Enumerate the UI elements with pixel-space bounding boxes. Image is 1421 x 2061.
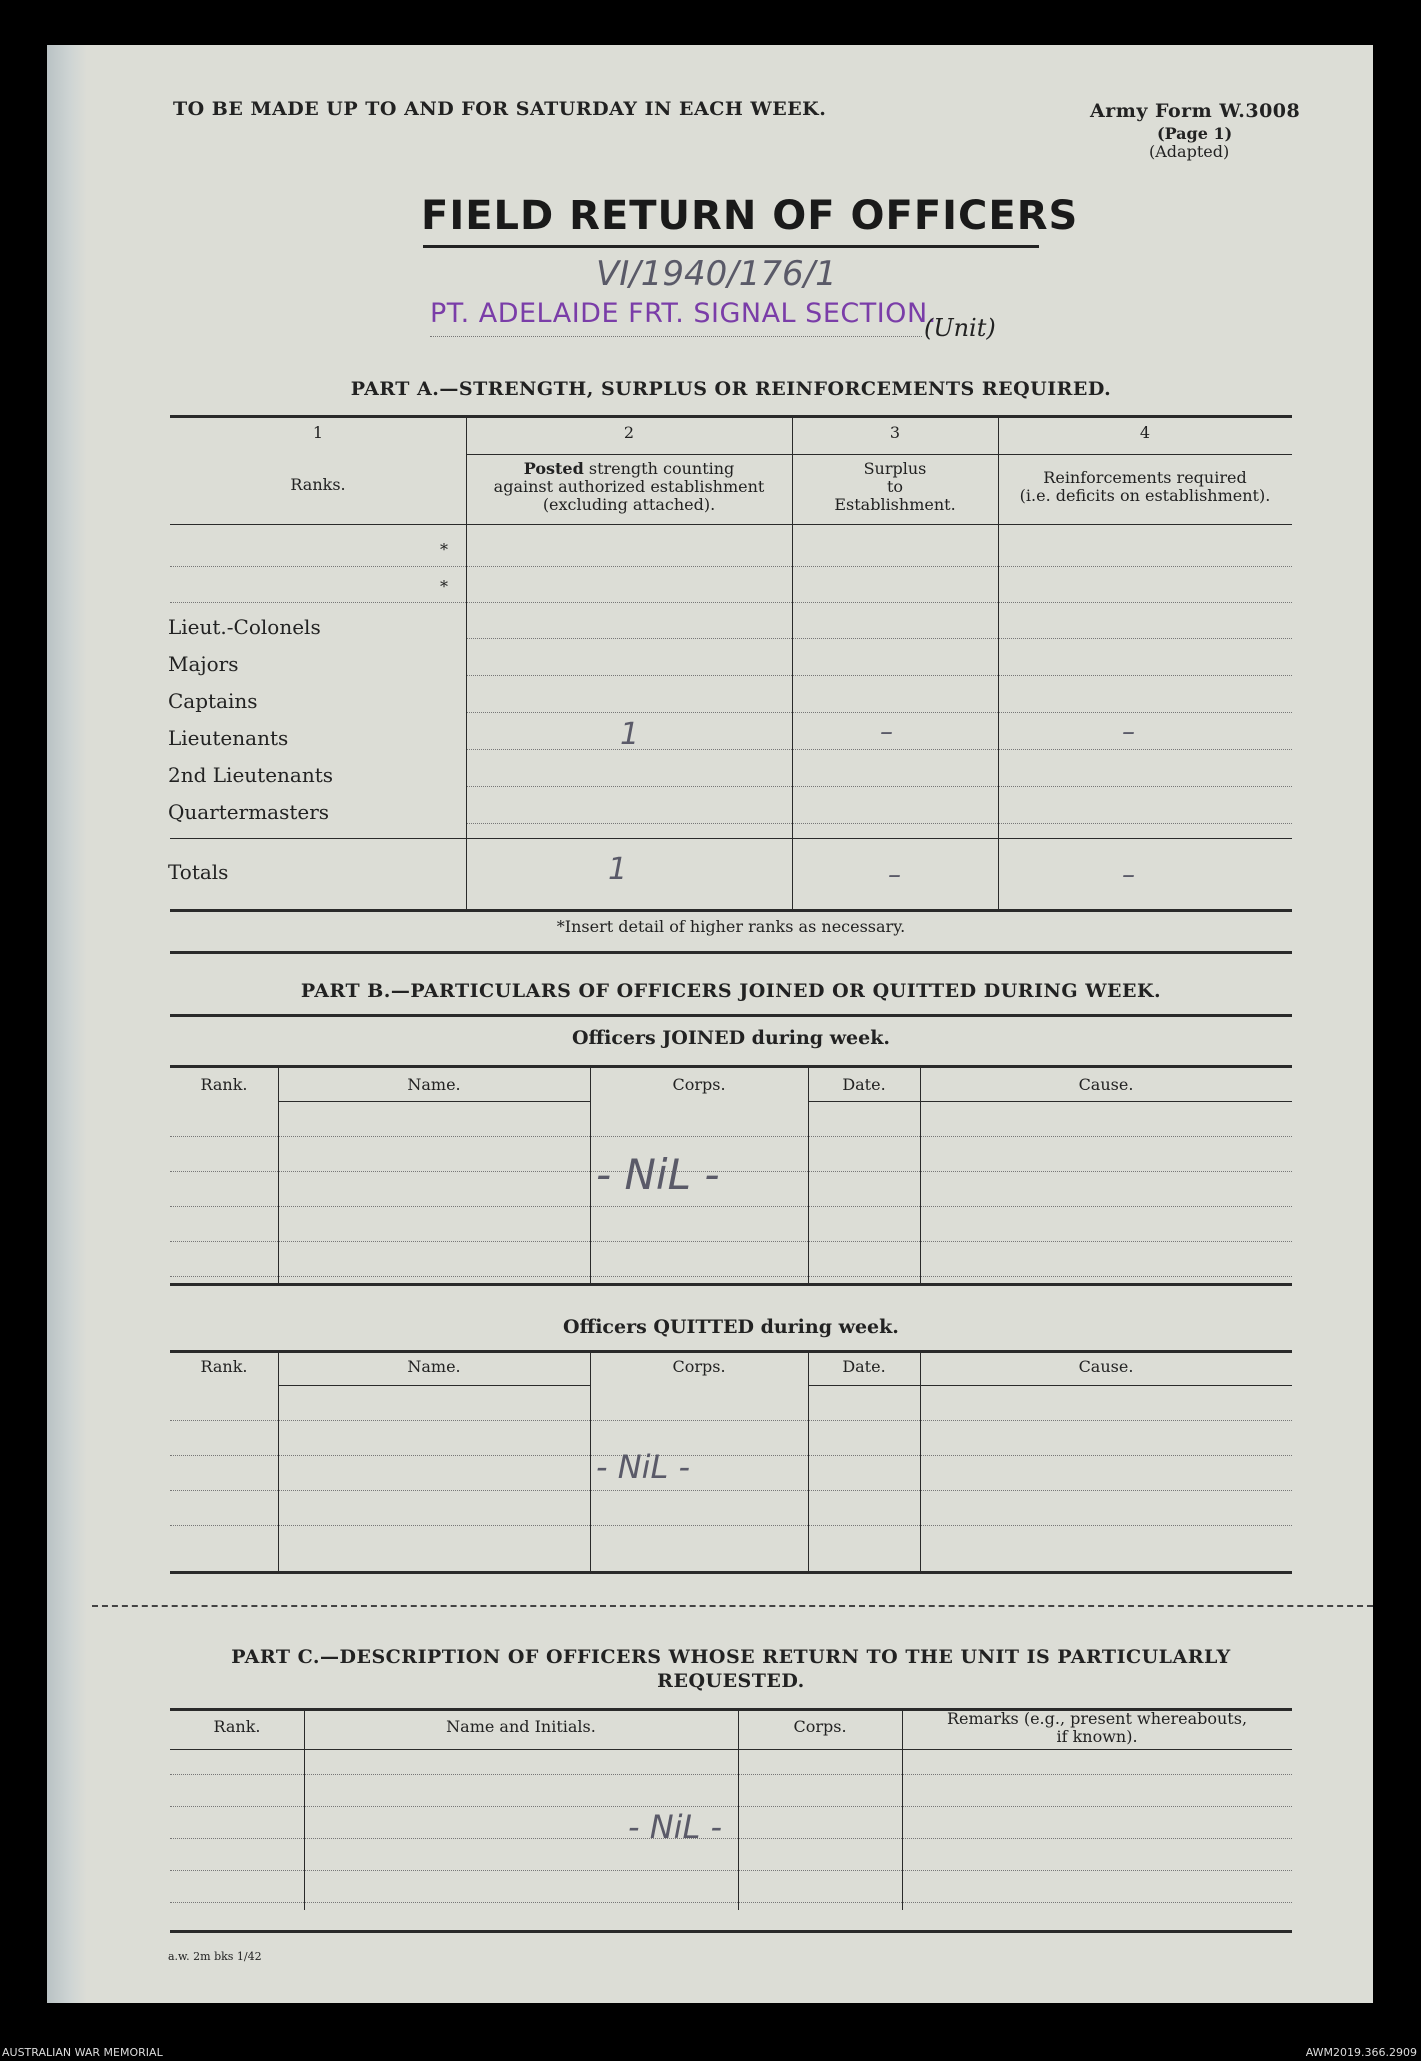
row-line — [170, 1490, 1292, 1491]
form-page: (Page 1) — [1157, 124, 1233, 143]
posted-line-2: against authorized establishment — [493, 477, 765, 496]
rank-2nd-lieutenants: 2nd Lieutenants — [168, 763, 334, 787]
joined-date-rule — [808, 1101, 1292, 1102]
asterisk-1: * — [440, 540, 448, 559]
totals-posted: 1 — [608, 852, 628, 887]
totals-reinforcements: – — [1122, 860, 1135, 890]
unit-label: (Unit) — [924, 314, 996, 342]
col-number-4: 4 — [1139, 423, 1151, 442]
col-header-posted — [466, 460, 792, 514]
part-a-col-divider-3 — [998, 417, 999, 909]
joined-bottom-rule — [170, 1283, 1292, 1286]
part-c-col-corps: Corps. — [793, 1717, 847, 1736]
row-line — [170, 1525, 1292, 1526]
joined-col-date: Date. — [842, 1075, 886, 1094]
part-c-col-remarks — [902, 1710, 1292, 1746]
joined-col-divider — [278, 1068, 279, 1284]
quitted-col-date: Date. — [842, 1357, 886, 1376]
joined-top-rule — [170, 1065, 1292, 1068]
quitted-col-rank: Rank. — [200, 1357, 248, 1376]
part-a-footnote-rule — [170, 951, 1292, 954]
instruction-text: TO BE MADE UP TO AND FOR SATURDAY IN EACH WEEK. — [173, 98, 827, 120]
asterisk-row-line — [170, 602, 466, 603]
print-code: a.w. 2m bks 1/42 — [168, 1950, 262, 1963]
quitted-col-corps: Corps. — [672, 1357, 726, 1376]
part-a-number-rule — [466, 454, 1292, 455]
row-line — [466, 786, 1292, 787]
remarks-line-1: Remarks (e.g., present whereabouts, — [946, 1709, 1248, 1728]
part-a-col-divider-1 — [466, 417, 467, 909]
quitted-top-rule — [170, 1350, 1292, 1353]
part-a-col-divider-2 — [792, 417, 793, 909]
row-line — [170, 1902, 1292, 1903]
unit-dotted-line — [430, 336, 922, 337]
handwritten-reference: VI/1940/176/1 — [596, 254, 837, 294]
part-a-header-rule — [170, 524, 1292, 525]
quitted-col-divider — [808, 1353, 809, 1571]
paper-edge-strip — [47, 45, 87, 2003]
rank-majors: Majors — [168, 652, 239, 676]
reinf-line-2: (i.e. deficits on establishment). — [1019, 486, 1271, 505]
row-line — [170, 1241, 1292, 1242]
archive-caption-left: AUSTRALIAN WAR MEMORIAL — [2, 2046, 163, 2059]
row-line — [466, 638, 1292, 639]
row-line — [170, 1455, 1292, 1456]
quitted-heading: Officers QUITTED during week. — [563, 1316, 899, 1338]
surplus-line-3: Establishment. — [834, 495, 956, 514]
joined-col-corps: Corps. — [672, 1075, 726, 1094]
row-line — [170, 1420, 1292, 1421]
quitted-date-rule — [808, 1385, 1292, 1386]
part-c-col-divider — [902, 1711, 903, 1910]
row-line — [170, 1774, 1292, 1775]
form-number: Army Form W.3008 — [1090, 100, 1301, 122]
part-a-heading: PART A.—STRENGTH, SURPLUS OR REINFORCEMENTS REQUIRED. — [350, 378, 1112, 400]
reinf-line-1: Reinforcements required — [1043, 468, 1247, 487]
row-line — [466, 566, 1292, 567]
part-c-col-divider — [738, 1711, 739, 1910]
page-title: FIELD RETURN OF OFFICERS — [421, 193, 1079, 239]
part-c-nil-entry: - NiL - — [628, 1808, 723, 1846]
row-line — [170, 1806, 1292, 1807]
joined-heading: Officers JOINED during week. — [571, 1027, 891, 1049]
lieutenants-surplus: – — [880, 717, 893, 747]
quitted-col-divider — [590, 1353, 591, 1571]
row-line — [466, 675, 1292, 676]
asterisk-row-line — [170, 566, 466, 567]
joined-name-rule — [278, 1101, 590, 1102]
joined-col-rank: Rank. — [200, 1075, 248, 1094]
surplus-line-2: to — [886, 477, 904, 496]
part-c-col-rank: Rank. — [213, 1717, 261, 1736]
lieutenants-posted: 1 — [620, 717, 640, 752]
part-b-heading: PART B.—PARTICULARS OF OFFICERS JOINED OR QUITTED DURING WEEK. — [300, 980, 1162, 1002]
row-line — [466, 602, 1292, 603]
col-number-3: 3 — [889, 423, 901, 442]
quitted-col-divider — [920, 1353, 921, 1571]
rank-captains: Captains — [168, 689, 258, 713]
row-line — [170, 1206, 1292, 1207]
quitted-bottom-rule — [170, 1571, 1292, 1574]
posted-line-1: strength counting — [588, 459, 735, 478]
joined-col-divider — [920, 1068, 921, 1284]
row-line — [170, 1276, 1292, 1277]
totals-label: Totals — [168, 860, 229, 884]
lieutenants-reinforcements: – — [1122, 717, 1135, 747]
col-header-reinforcements — [998, 469, 1292, 505]
surplus-line-1: Surplus — [863, 459, 927, 478]
part-a-top-rule — [170, 415, 1292, 418]
part-c-col-name: Name and Initials. — [446, 1717, 596, 1736]
quitted-col-name: Name. — [407, 1357, 461, 1376]
tear-off-line — [92, 1605, 1373, 1607]
quitted-col-cause: Cause. — [1078, 1357, 1134, 1376]
archive-caption-right: AWM2019.366.2909 — [1305, 2046, 1417, 2059]
row-line — [170, 1838, 1292, 1839]
posted-bold: Posted — [523, 459, 584, 478]
joined-col-cause: Cause. — [1078, 1075, 1134, 1094]
part-b-top-rule — [170, 1014, 1292, 1017]
quitted-col-divider — [278, 1353, 279, 1571]
col-number-2: 2 — [623, 423, 635, 442]
row-line — [466, 749, 1292, 750]
col-number-1: 1 — [312, 423, 324, 442]
part-a-footnote: *Insert detail of higher ranks as necessary. — [556, 917, 906, 936]
totals-rule — [170, 838, 1292, 839]
part-c-heading-line-1: PART C.—DESCRIPTION OF OFFICERS WHOSE RETURN TO THE UNIT IS PARTICULARLY — [231, 1646, 1231, 1668]
form-adapted: (Adapted) — [1149, 142, 1230, 161]
row-line — [466, 823, 1292, 824]
part-c-header-rule — [170, 1749, 1292, 1750]
title-underline — [423, 245, 1039, 248]
row-line — [466, 712, 1292, 713]
asterisk-2: * — [440, 577, 448, 596]
part-c-heading-line-2: REQUESTED. — [657, 1670, 805, 1692]
unit-stamp: PT. ADELAIDE FRT. SIGNAL SECTION. — [430, 298, 937, 329]
remarks-line-2: if known). — [1056, 1727, 1138, 1746]
joined-col-name: Name. — [407, 1075, 461, 1094]
part-c-bottom-rule — [170, 1930, 1292, 1933]
col-header-ranks: Ranks. — [290, 475, 346, 494]
quitted-name-rule — [278, 1385, 590, 1386]
totals-surplus: – — [888, 860, 901, 890]
posted-line-3: (excluding attached). — [542, 495, 716, 514]
joined-col-divider — [590, 1068, 591, 1284]
quitted-nil-entry: - NiL - — [596, 1448, 691, 1486]
rank-lieut-colonels: Lieut.-Colonels — [168, 615, 321, 639]
row-line — [170, 1171, 1292, 1172]
joined-col-divider — [808, 1068, 809, 1284]
part-a-bottom-rule — [170, 909, 1292, 912]
part-c-col-divider — [304, 1711, 305, 1910]
rank-lieutenants: Lieutenants — [168, 726, 289, 750]
joined-nil-entry: - NiL - — [596, 1150, 720, 1199]
row-line — [170, 1870, 1292, 1871]
row-line — [170, 1136, 1292, 1137]
rank-quartermasters: Quartermasters — [168, 800, 330, 824]
col-header-surplus — [792, 460, 998, 514]
